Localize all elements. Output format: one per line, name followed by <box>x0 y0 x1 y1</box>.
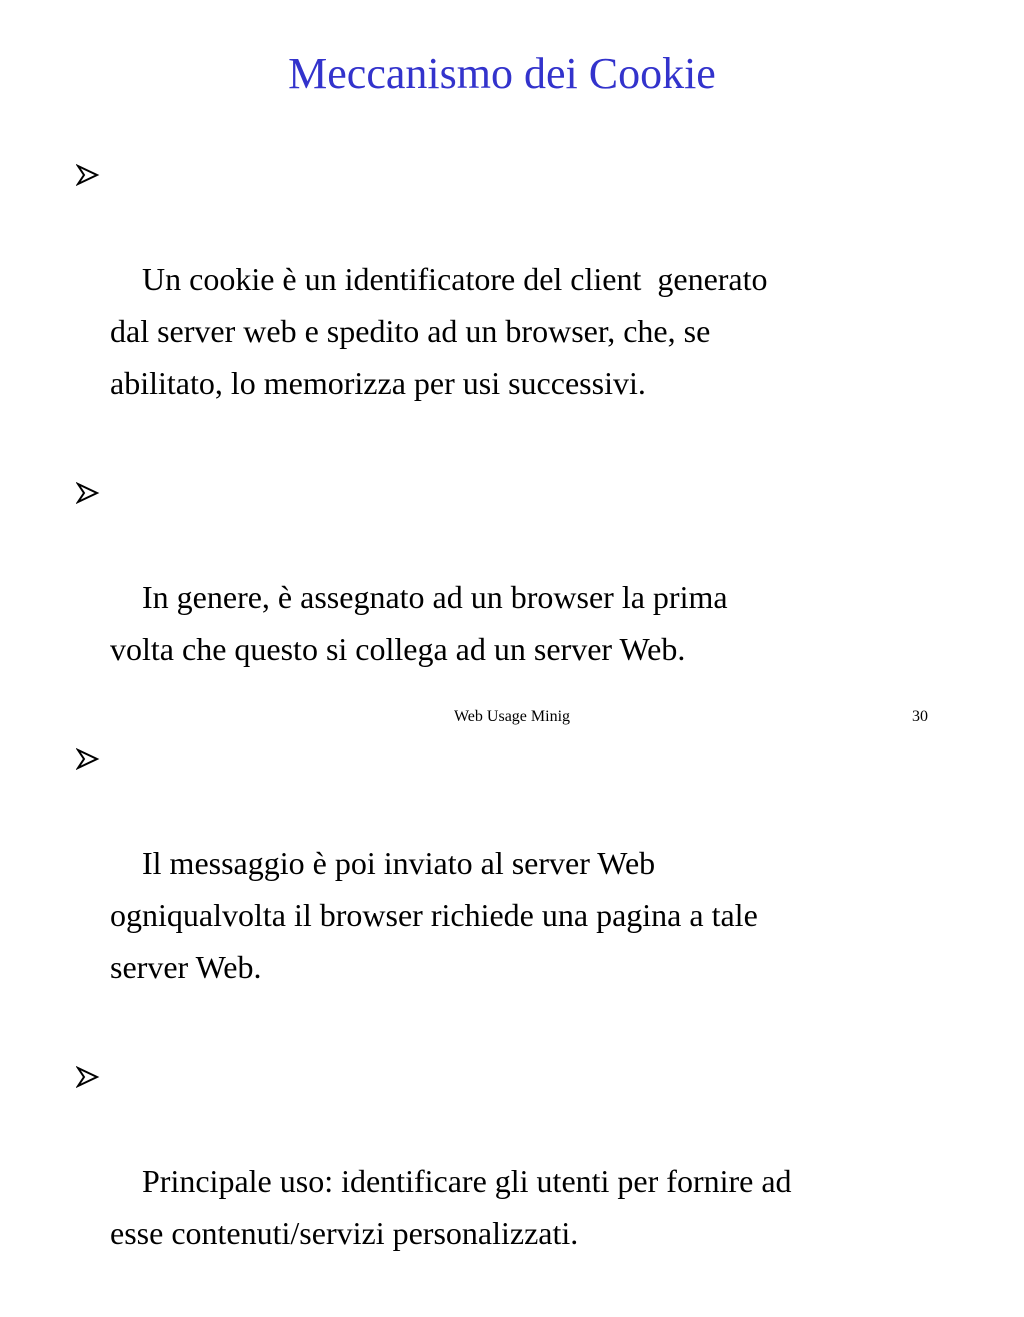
slide-title: Meccanismo dei Cookie <box>288 49 716 98</box>
bullet-item <box>74 467 954 727</box>
bullet-text: Principale uso: identificare gli utenti per fornire ad esse contenuti/servizi personalizzati. <box>110 1163 792 1251</box>
bullet-item <box>74 149 954 461</box>
arrowhead-bullet-icon <box>76 747 100 771</box>
page-number: 30 <box>912 708 928 725</box>
bullet-text: Il messaggio è poi inviato al server Web ogniqualvolta il browser richiede una pagina a tale server Web. <box>110 845 758 985</box>
bullet-item <box>74 733 954 1045</box>
arrowhead-bullet-icon <box>76 1065 100 1089</box>
arrowhead-bullet-icon <box>76 163 100 187</box>
bullet-text: Un cookie è un identificatore del client generato dal server web e spedito ad un browser, che, se abilitato, lo memorizza per usi successivi. <box>110 261 768 401</box>
bullet-list <box>74 149 954 1317</box>
footer-title: Web Usage Minig <box>453 708 571 725</box>
bullet-text: In genere, è assegnato ad un browser la prima volta che questo si collega ad un server Web. <box>110 579 728 667</box>
bullet-item <box>74 1051 954 1311</box>
arrowhead-bullet-icon <box>76 481 100 505</box>
